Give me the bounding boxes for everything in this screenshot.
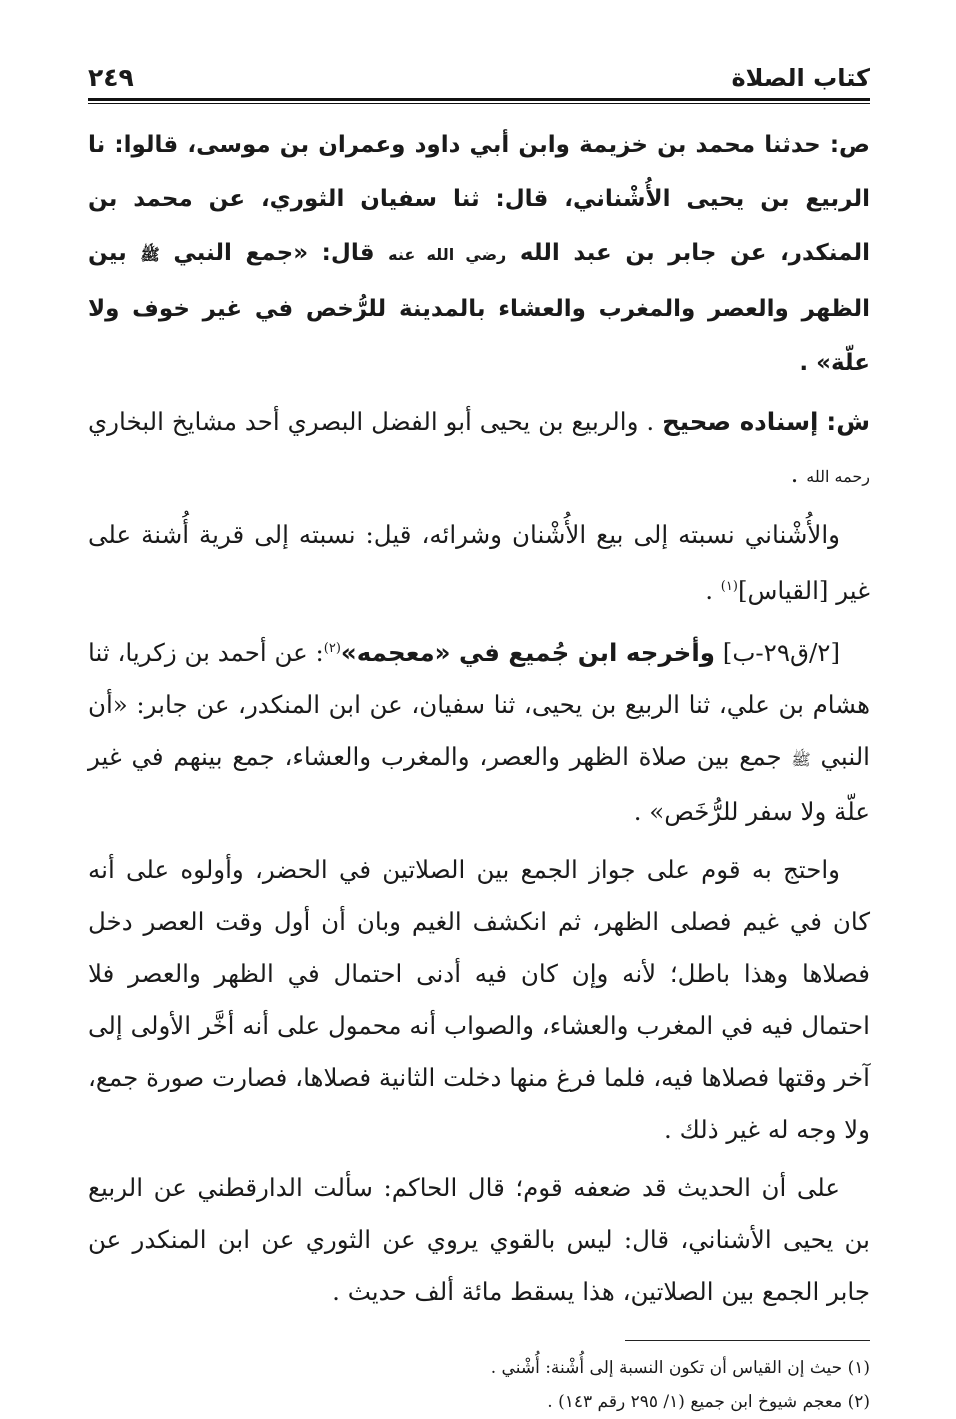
ashnani-end: . (705, 576, 713, 606)
weakness-paragraph (88, 1162, 870, 1318)
prophet-honorific-2: ﷺ (791, 750, 811, 770)
weakness-text: على أن الحديث قد ضعفه قوم؛ قال الحاكم: سألت الدارقطني عن الربيع بن يحيى الأشناني، قال: ليس بالقوي يروي عن الثوري عن ابن المنكدر عن جابر الجمع بين الصلاتين، هذا يسقط مائة ألف حديث . (88, 1173, 870, 1307)
sharh-text: . والربيع بن يحيى أبو الفضل البصري أحد مشايخ البخاري (88, 407, 655, 436)
takhrij-text-2: جمع بين صلاة الظهر والعصر، والمغرب والعشاء، جمع بينهم في غير علّة ولا سفر للرُّخَص» . (88, 742, 870, 827)
header-rule-thick (88, 98, 870, 101)
sharh-end: . (790, 459, 799, 488)
discussion-text: واحتج به قوم على جواز الجمع بين الصلاتين في الحضر، وأولوه على أنه كان في غيم فصلى الظهر، ثم انكشف الغيم وبان أن أول وقت العصر دخل فصلاها وهذا باطل؛ لأنه وإن كان فيه أدنى احتمال في الظهر والعصر فلا احتمال فيه في المغرب والعشاء، والصواب أنه محمول على أنه أخَّر الأولى إلى آخر وقتها فصلاها فيه، فلما فرغ منها دخلت الثانية فصلاها، فصارت صورة جمع، ولا وجه له غير ذلك . (88, 855, 870, 1145)
takhrij-text: : عن أحمد بن زكريا، ثنا هشام بن علي، ثنا الربيع بن يحيى، ثنا سفيان، عن ابن المنكدر، عن جابر: «أن النبي (87, 638, 870, 772)
footnote-separator (625, 1340, 870, 1341)
page-header (88, 38, 870, 96)
page-number: ٢٤٩ (88, 63, 134, 92)
sharh-label: ش: (826, 407, 870, 436)
takhrij-source: وأخرجه ابن جُميع في «معجمه» (340, 638, 715, 668)
sharh-verdict: إسناده صحيح (662, 407, 819, 436)
prophet-honorific: ﷺ (140, 245, 160, 264)
footnote-ref-2: (٢) (323, 641, 341, 657)
sharh-honorific: رحمه الله (806, 467, 870, 486)
footnote-ref-1: (١) (720, 579, 738, 594)
hadith-label: ص: (829, 132, 870, 158)
manuscript-ref: [٢/ق٢٩-ب] (722, 638, 840, 668)
discussion-paragraph (88, 844, 870, 1156)
ashnani-paragraph (88, 509, 870, 617)
sharh-paragraph (88, 396, 870, 503)
book-title: كتاب الصلاة (731, 64, 870, 92)
ashnani-text: والأُشْناني نسبته إلى بيع الأُشْنان وشرائه، قيل: نسبته إلى قرية أُشنة على غير [القياس] (88, 520, 870, 606)
book-page (87, 38, 871, 1413)
takhrij-paragraph (88, 623, 870, 838)
hadith-matn: بين الظهر والعصر والمغرب والعشاء بالمدينة للرُّخص في غير خوف ولا علّة» . (88, 240, 870, 376)
hadith-isnad: حدثنا محمد بن خزيمة وابن أبي داود وعمران بن موسى، قالوا: نا الربيع بن يحيى الأُشْناني، قال: ثنا سفيان الثوري، عن محمد بن المنكدر، عن جابر بن عبد الله (88, 132, 871, 266)
header-rule-thin (88, 103, 870, 104)
footnote-2: (٢) معجم شيوخ ابن جميع (١/ ٢٩٥ رقم ١٤٣) . (547, 1392, 870, 1413)
hadith-text (88, 118, 870, 390)
companion-honorific: رضي الله عنه (388, 245, 507, 264)
footnote-1: (١) حيث إن القياس أن تكون النسبة إلى أُشْنة: أُشْني . (490, 1358, 870, 1379)
hadith-matn-start: قال: «جمع النبي (173, 240, 375, 266)
footnotes (88, 1351, 870, 1419)
